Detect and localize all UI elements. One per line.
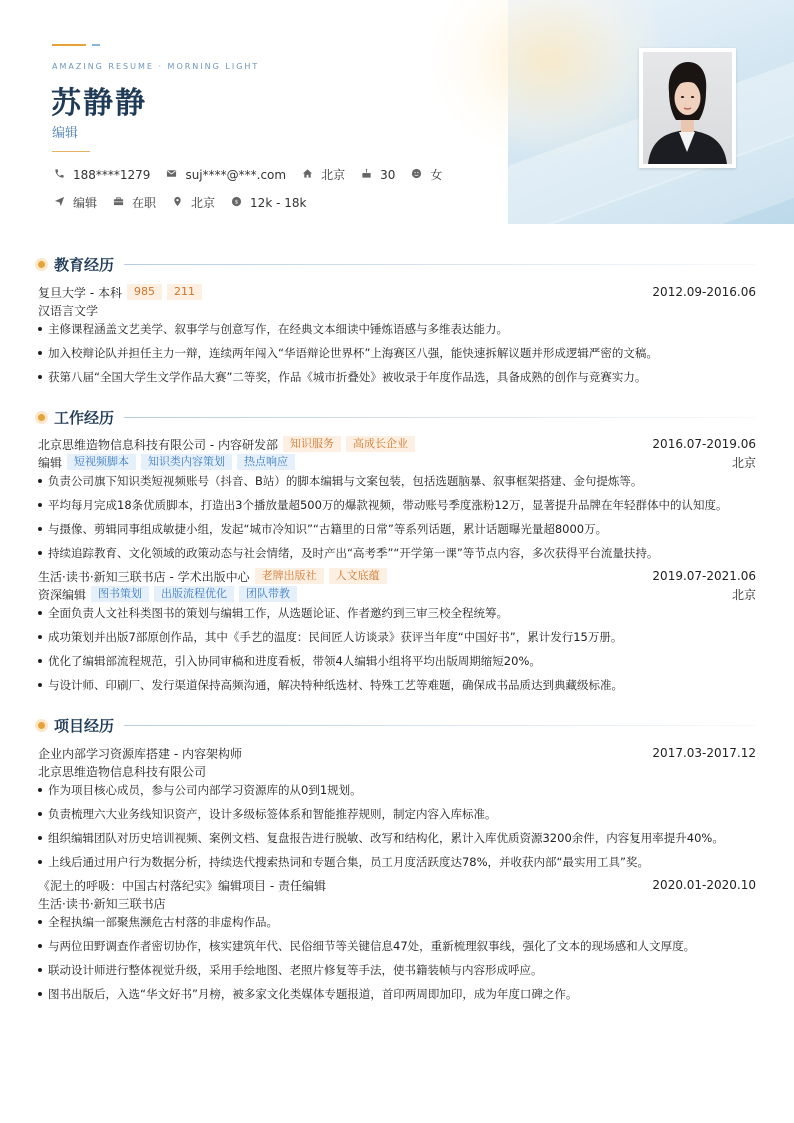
project-date: 2017.03-2017.12 <box>652 746 756 760</box>
profile-photo <box>643 52 732 164</box>
skill-tag: 热点响应 <box>237 454 295 470</box>
job-position-row <box>38 586 756 602</box>
project-date: 2020.01-2020.10 <box>652 878 756 892</box>
email-info <box>164 168 286 182</box>
company-tag: 老牌出版社 <box>255 568 324 584</box>
project-row <box>38 745 756 761</box>
list-item: 全程执编一部聚焦濒危古村落的非虚构作品。 <box>38 914 756 930</box>
list-item: 图书出版后，入选“华文好书”月榜，被多家文化类媒体专题报道，首印两周即加印，成为年度口碑之作。 <box>38 986 756 1002</box>
resume-header <box>0 0 794 224</box>
list-item: 优化了编辑部流程规范，引入协同审稿和进度看板，带领4人编辑小组将平均出版周期缩短20%。 <box>38 653 756 669</box>
job-location: 北京 <box>731 455 756 470</box>
section-education-header <box>38 254 756 275</box>
company-tag: 人文底蕴 <box>329 568 387 584</box>
mail-icon <box>164 168 178 182</box>
job-company-row <box>38 568 756 584</box>
education-date: 2012.09-2016.06 <box>652 285 756 299</box>
target-role-text: 编辑 <box>73 196 98 210</box>
list-item: 全面负责人文社科类图书的策划与编辑工作，从选题论证、作者邀约到三审三校全程统筹。 <box>38 605 756 621</box>
morning-glow <box>430 0 670 160</box>
list-item: 联动设计师进行整体视觉升级，采用手绘地图、老照片修复等手法，使书籍装帧与内容形成呼应。 <box>38 962 756 978</box>
school-tag: 211 <box>167 284 202 300</box>
position-name: 编辑 <box>38 455 63 470</box>
job-intent-row <box>52 194 320 211</box>
contact-row <box>52 166 456 183</box>
skill-tag: 短视频脚本 <box>67 454 136 470</box>
section-work-header <box>38 407 756 428</box>
list-item: 与摄像、剪辑同事组成敏捷小组，发起“城市冷知识”“古籍里的日常”等系列话题，累计话题曝光量超8000万。 <box>38 521 756 537</box>
list-item: 获第八届“全国大学生文学作品大赛”二等奖，作品《城市折叠处》被收录于年度作品选，具备成熟的创作与竞赛实力。 <box>38 369 756 385</box>
job-location: 北京 <box>731 587 756 602</box>
home-icon <box>300 168 314 182</box>
skill-tag: 图书策划 <box>91 586 149 602</box>
section-title: 项目经历 <box>54 717 115 735</box>
money-icon <box>229 196 243 210</box>
phone-text: 188****1279 <box>73 167 151 182</box>
send-icon <box>52 196 66 210</box>
svg-text:$: $ <box>234 199 238 206</box>
list-item: 与设计师、印刷厂、发行渠道保持高频沟通，解决特种纸选材、特殊工艺等难题，确保成书品质达到典藏级标准。 <box>38 677 756 693</box>
cake-icon <box>359 168 373 182</box>
skill-tag: 知识类内容策划 <box>141 454 232 470</box>
salary-text: 12k - 18k <box>250 195 307 210</box>
location-pin-icon <box>170 196 184 210</box>
phone-info <box>52 168 150 182</box>
gender-info <box>409 166 442 183</box>
list-item: 负责梳理六大业务线知识资产，设计多级标签体系和智能推荐规则，制定内容入库标准。 <box>38 806 756 822</box>
job-date: 2016.07-2019.06 <box>652 437 756 451</box>
section-dot <box>38 261 45 268</box>
project-org-row <box>38 763 756 779</box>
list-item: 加入校辩论队并担任主力一辩，连续两年闯入“华语辩论世界杯”上海赛区八强，能快速拆解议题并形成逻辑严密的文稿。 <box>38 345 756 361</box>
list-item: 作为项目核心成员，参与公司内部学习资源库的从0到1规划。 <box>38 782 756 798</box>
age-text: 30 <box>380 167 396 182</box>
major: 汉语言文学 <box>38 303 99 318</box>
section-rule <box>124 725 756 726</box>
status-text: 在职 <box>132 196 157 210</box>
face-icon <box>409 168 423 182</box>
section-rule <box>124 417 756 418</box>
school-name: 复旦大学 - 本科 <box>38 285 122 300</box>
company-name: 北京思维造物信息科技有限公司 - 内容研发部 <box>38 437 278 452</box>
school-tag: 985 <box>127 284 162 300</box>
project-org-row <box>38 895 756 911</box>
list-item: 持续追踪教育、文化领域的政策动态与社会情绪，及时产出“高考季”“开学第一课”等节点内容，多次获得平台流量扶持。 <box>38 545 756 561</box>
list-item: 成功策划并出版7部原创作品，其中《手艺的温度：民间匠人访谈录》获评当年度“中国好书”，累计发行15万册。 <box>38 629 756 645</box>
education-major-row <box>38 302 756 318</box>
project-org: 生活·读书·新知三联书店 <box>38 896 166 911</box>
job-position-row <box>38 454 756 470</box>
briefcase-icon <box>111 196 125 210</box>
section-dot <box>38 414 45 421</box>
list-item: 组织编辑团队对历史培训视频、案例文档、复盘报告进行脱敏、改写和结构化，累计入库优质资源3200余件，内容复用率提升40%。 <box>38 830 756 846</box>
divider <box>52 151 90 152</box>
profile-photo-frame <box>639 48 736 168</box>
candidate-role: 编辑 <box>52 126 79 141</box>
resume-tagline: AMAZING RESUME · MORNING LIGHT <box>52 62 260 71</box>
project-name: 《泥土的呼吸：中国古村落纪实》编辑项目 - 责任编辑 <box>38 878 326 893</box>
section-title: 教育经历 <box>54 256 115 274</box>
gender-text: 女 <box>430 168 443 182</box>
list-item: 平均每月完成18条优质脚本，打造出3个播放量超500万的爆款视频，带动账号季度涨粉12万，显著提升品牌在年轻群体中的认知度。 <box>38 497 756 513</box>
city-text: 北京 <box>321 168 346 182</box>
list-item: 上线后通过用户行为数据分析，持续迭代搜索热词和专题合集，员工月度活跃度达78%，并收获内部“最实用工具”奖。 <box>38 854 756 870</box>
phone-icon <box>52 168 66 182</box>
education-row <box>38 284 756 300</box>
section-projects-header <box>38 715 756 736</box>
email-text: suj****@***.com <box>185 167 287 182</box>
section-dot <box>38 722 45 729</box>
job-date: 2019.07-2021.06 <box>652 569 756 583</box>
target-role-info <box>52 194 97 211</box>
project-name: 企业内部学习资源库搭建 - 内容架构师 <box>38 746 242 761</box>
status-info <box>111 194 156 211</box>
target-city-info <box>170 194 215 211</box>
target-city-text: 北京 <box>191 196 216 210</box>
list-item: 主修课程涵盖文艺美学、叙事学与创意写作，在经典文本细读中锤炼语感与多维表达能力。 <box>38 321 756 337</box>
age-info <box>359 168 395 182</box>
company-tag: 高成长企业 <box>346 436 415 452</box>
company-name: 生活·读书·新知三联书店 - 学术出版中心 <box>38 569 250 584</box>
section-title: 工作经历 <box>54 409 115 427</box>
accent-lines <box>52 34 100 53</box>
skill-tag: 出版流程优化 <box>154 586 234 602</box>
city-info <box>300 166 345 183</box>
section-rule <box>124 264 756 265</box>
list-item: 负责公司旗下知识类短视频账号（抖音、B站）的脚本编辑与文案包装，包括选题脑暴、叙事框架搭建、金句提炼等。 <box>38 473 756 489</box>
project-row <box>38 877 756 893</box>
project-org: 北京思维造物信息科技有限公司 <box>38 764 207 779</box>
job-company-row <box>38 436 756 452</box>
skill-tag: 团队带教 <box>239 586 297 602</box>
salary-info <box>229 196 306 210</box>
company-tag: 知识服务 <box>283 436 341 452</box>
list-item: 与两位田野调查作者密切协作，核实建筑年代、民俗细节等关键信息47处，重新梳理叙事线，强化了文本的现场感和人文厚度。 <box>38 938 756 954</box>
position-name: 资深编辑 <box>38 587 87 602</box>
candidate-name: 苏静静 <box>51 86 147 121</box>
